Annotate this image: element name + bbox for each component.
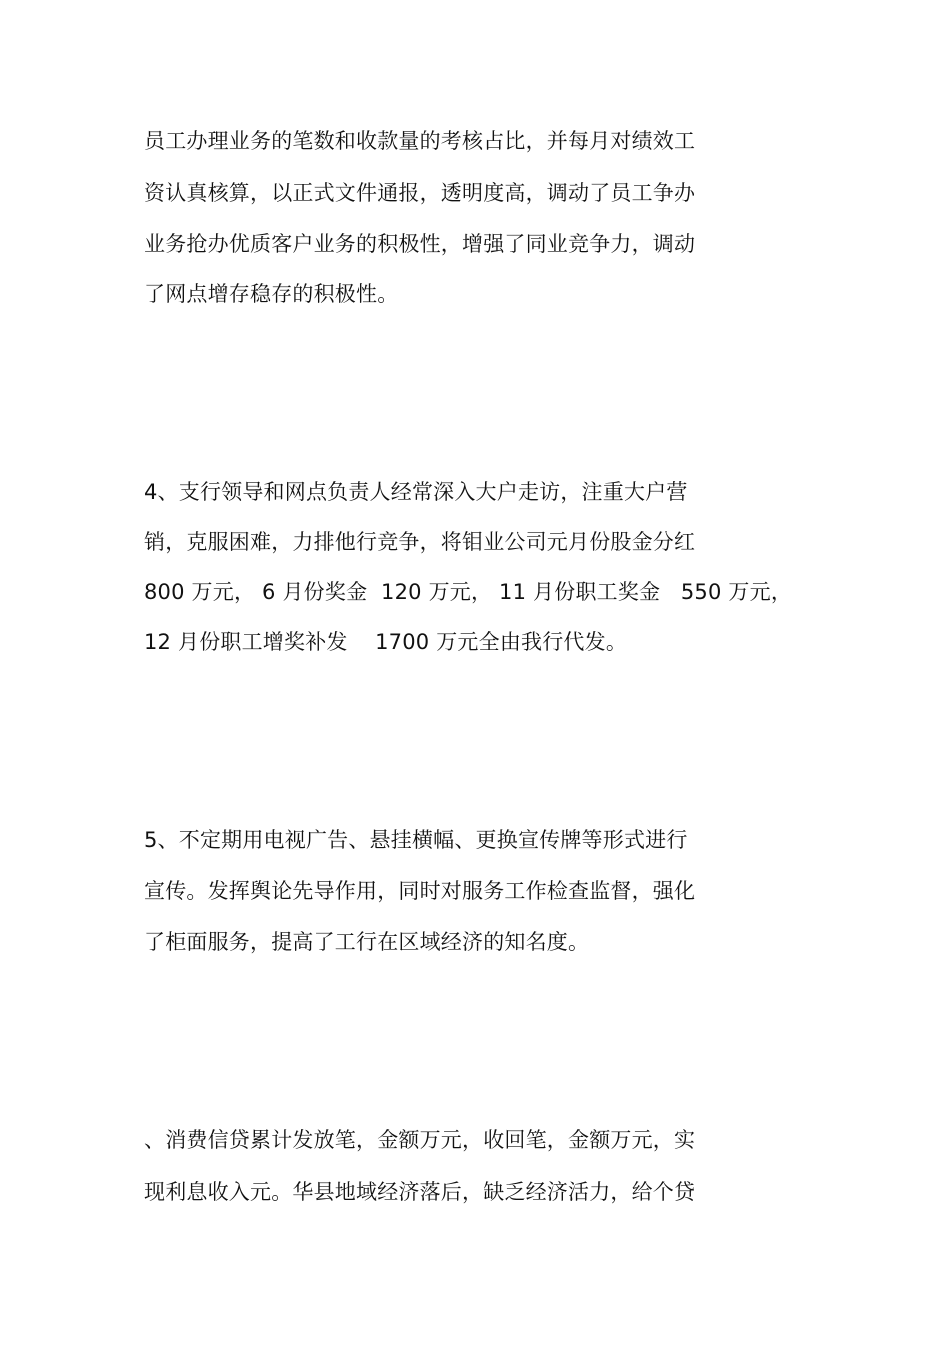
text-line: 12 月份职工增奖补发 1700 万元全由我行代发。 bbox=[144, 630, 628, 654]
text-line: 了柜面服务，提高了工行在区域经济的知名度。 bbox=[144, 930, 590, 954]
text-line: 现利息收入元。华县地域经济落后，缺乏经济活力，给个贷 bbox=[144, 1180, 696, 1204]
text-line: 宣传。发挥舆论先导作用，同时对服务工作检查监督，强化 bbox=[144, 879, 696, 903]
text-line: 4、支行领导和网点负责人经常深入大户走访，注重大户营 bbox=[144, 480, 688, 504]
text-line: 资认真核算，以正式文件通报，透明度高，调动了员工争办 bbox=[144, 181, 696, 205]
text-line: 销，克服困难，力排他行竞争，将钼业公司元月份股金分红 bbox=[144, 530, 696, 554]
text-line: 5、不定期用电视广告、悬挂横幅、更换宣传牌等形式进行 bbox=[144, 828, 688, 852]
text-line: 员工办理业务的笔数和收款量的考核占比，并每月对绩效工 bbox=[144, 129, 696, 153]
text-line: 800 万元， 6 月份奖金 120 万元， 11 月份职工奖金 550 万元， bbox=[144, 580, 793, 604]
text-line: 业务抢办优质客户业务的积极性，增强了同业竞争力，调动 bbox=[144, 232, 696, 256]
text-line: 、消费信贷累计发放笔，金额万元，收回笔，金额万元，实 bbox=[144, 1128, 696, 1152]
text-line: 了网点增存稳存的积极性。 bbox=[144, 282, 399, 306]
